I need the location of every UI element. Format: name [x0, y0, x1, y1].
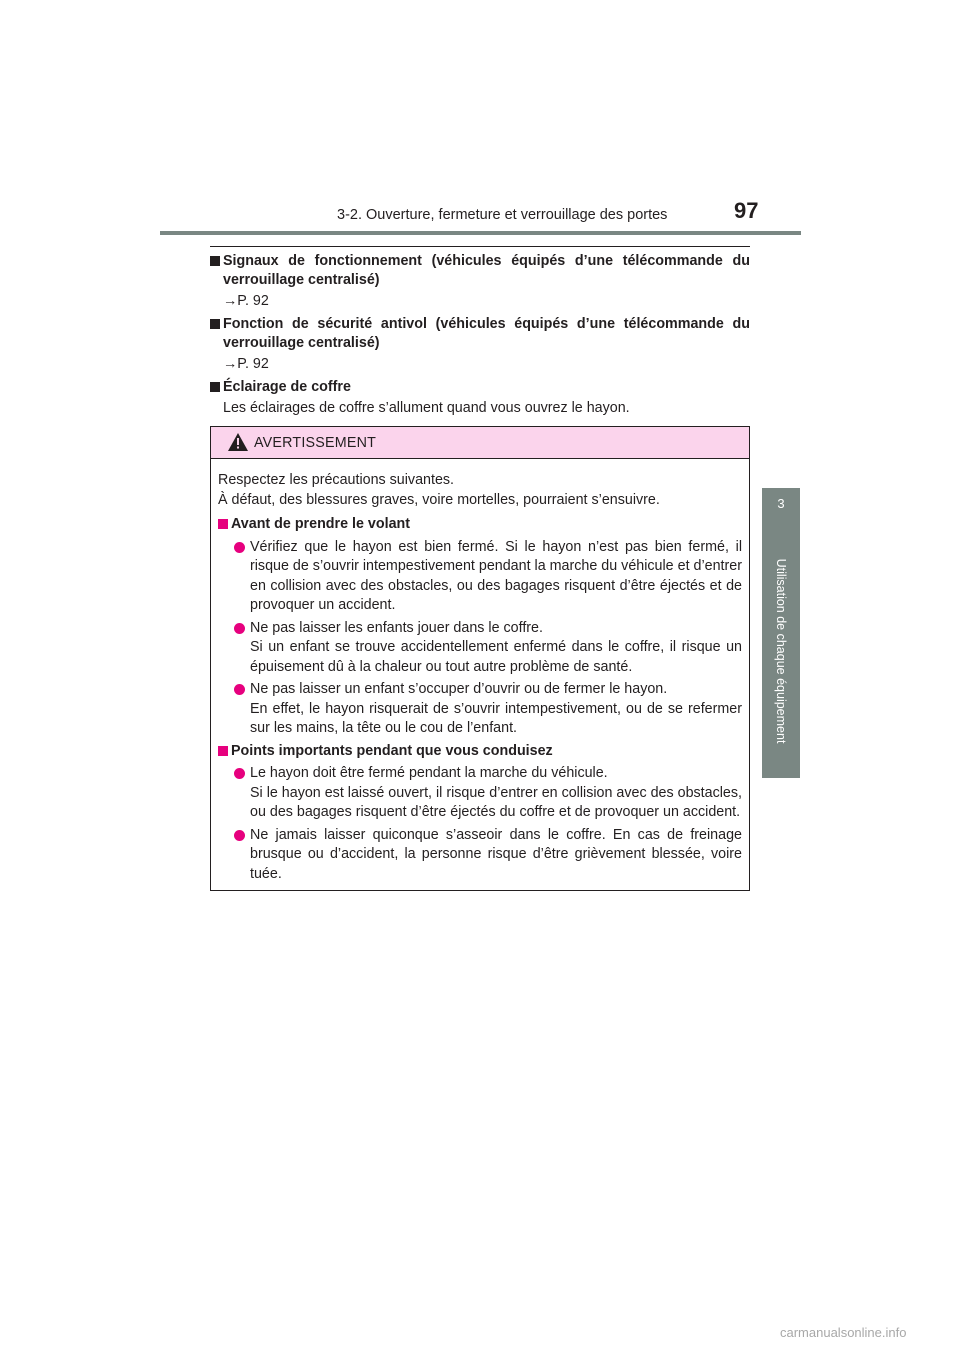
warning-triangle-icon — [228, 433, 248, 451]
section-operation-signals — [210, 252, 750, 311]
warning-title: AVERTISSEMENT — [254, 435, 377, 451]
chapter-number: 3 — [777, 496, 785, 511]
list-item: Le hayon doit être fermé pendant la marche du véhicule. Si le hayon est laissé ouvert, il risque d’entrer en collision avec des obstacles, ou des bagages risquent d’être éjectés du coffre et de provoquer un accident. — [218, 764, 742, 823]
circle-bullet-icon — [234, 684, 245, 695]
page-number: 97 — [734, 198, 759, 223]
section-heading: Fonction de sécurité antivol (véhicules équipés d’une télécommande du verrouillage centralisé) — [223, 316, 750, 351]
square-bullet-icon — [218, 746, 228, 756]
square-bullet-icon — [210, 256, 220, 266]
content-divider — [210, 246, 750, 247]
page-reference: →P. 92 — [223, 356, 269, 372]
section-trunk-lighting — [210, 378, 750, 418]
list-item: Ne pas laisser les enfants jouer dans le coffre. Si un enfant se trouve accidentellement enfermé dans le coffre, il risque un épuisement dû à la chaleur ou tout autre problème de santé. — [218, 619, 742, 678]
circle-bullet-icon — [234, 542, 245, 553]
main-content — [210, 246, 750, 422]
chapter-tab — [762, 488, 800, 778]
section-body: Les éclairages de coffre s’allument quand vous ouvrez le hayon. — [223, 400, 630, 416]
warning-header — [211, 427, 749, 459]
warning-section-heading: Avant de prendre le volant — [231, 516, 411, 532]
warning-intro-line: Respectez les précautions suivantes. — [218, 472, 455, 488]
header-divider — [160, 231, 801, 235]
page-reference: →P. 92 — [223, 293, 269, 309]
section-antitheft — [210, 315, 750, 374]
warning-intro-line: À défaut, des blessures graves, voire mortelles, pourraient s’ensuivre. — [218, 491, 660, 508]
square-bullet-icon — [218, 519, 228, 529]
square-bullet-icon — [210, 382, 220, 392]
section-heading: Éclairage de coffre — [223, 379, 351, 395]
watermark: carmanualsonline.info — [780, 1325, 907, 1340]
list-item: Ne pas laisser un enfant s’occuper d’ouvrir ou de fermer le hayon. En effet, le hayon risquerait de s’ouvrir intempestivement, ou de se refermer sur les mains, la tête ou le cou de l’enfant. — [218, 680, 742, 739]
section-title: 3-2. Ouverture, fermeture et verrouillage des portes — [337, 207, 668, 223]
warning-box — [210, 426, 750, 891]
list-item: Ne jamais laisser quiconque s’asseoir dans le coffre. En cas de freinage brusque ou d’accident, la personne risque d’être grièvement blessée, voire tuée. — [218, 826, 742, 885]
section-heading: Signaux de fonctionnement (véhicules équipés d’une télécommande du verrouillage centralisé) — [223, 253, 750, 288]
warning-section-heading: Points importants pendant que vous conduisez — [231, 742, 553, 759]
circle-bullet-icon — [234, 623, 245, 634]
circle-bullet-icon — [234, 830, 245, 841]
square-bullet-icon — [210, 319, 220, 329]
list-item: Vérifiez que le hayon est bien fermé. Si le hayon n’est pas bien fermé, il risque de s’ouvrir intempestivement pendant la marche du véhicule et d’entrer en collision avec des obstacles, ou des bagages risquent d’être éjectés et de provoquer un accident. — [218, 538, 742, 616]
warning-body — [211, 459, 749, 884]
circle-bullet-icon — [234, 768, 245, 779]
chapter-title: Utilisation de chaque équipement — [774, 558, 788, 744]
